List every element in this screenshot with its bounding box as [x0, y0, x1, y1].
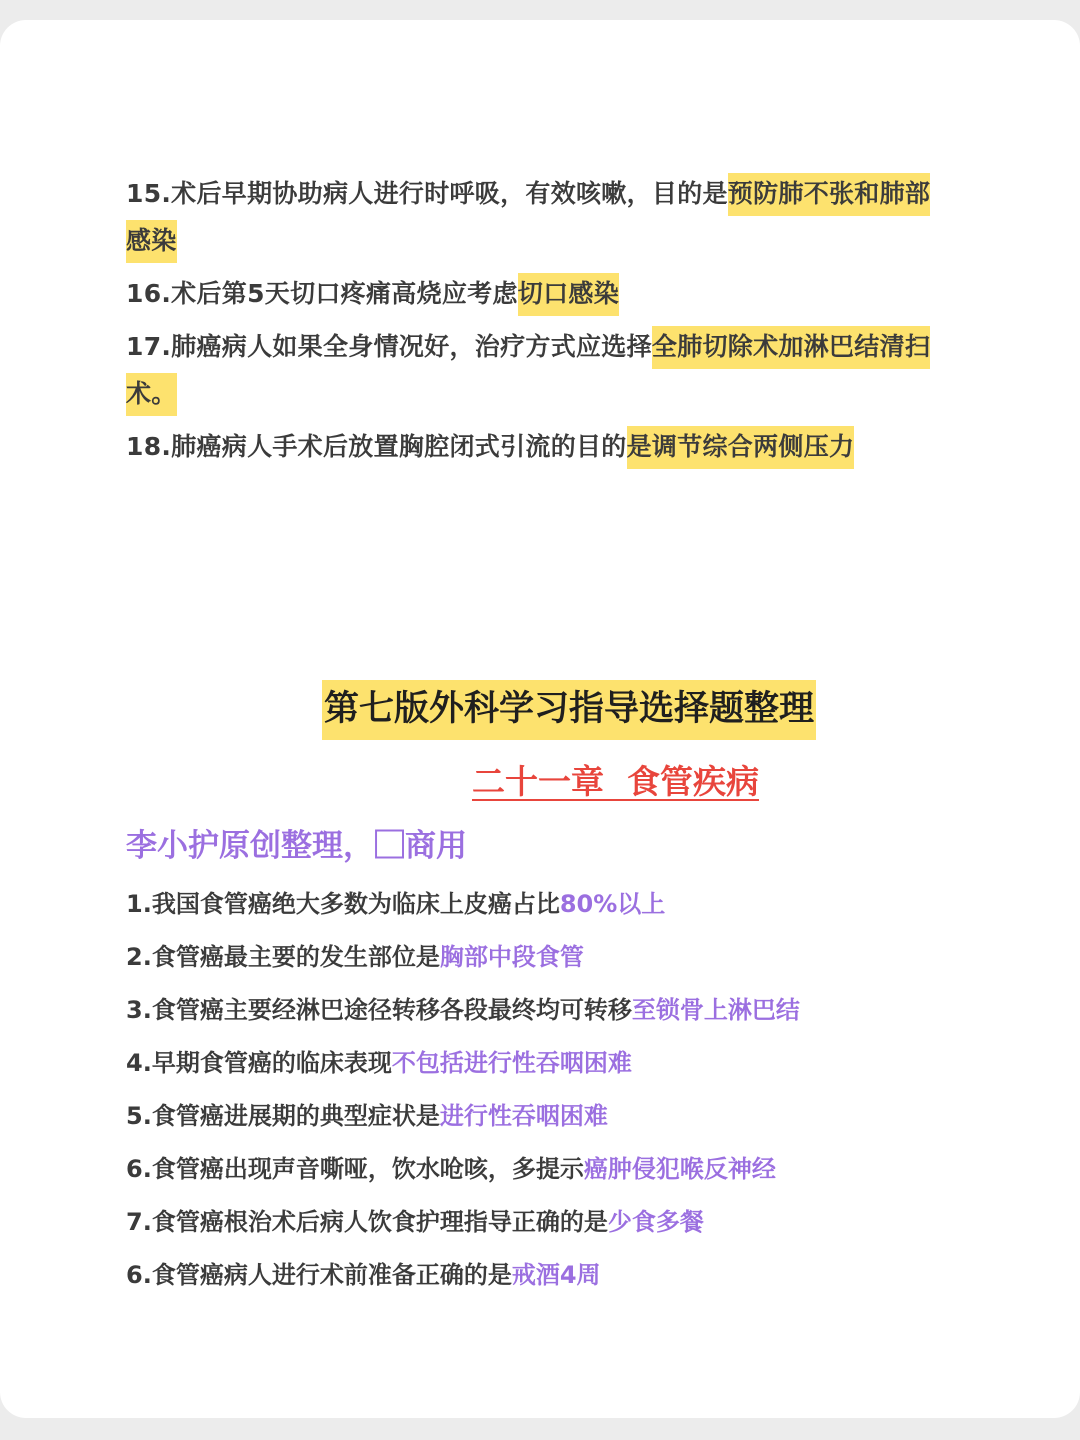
qa-answer: 进行性吞咽困难 — [439, 1102, 608, 1130]
section-title: 第七版外科学习指导选择题整理 — [322, 680, 816, 740]
qa-item — [126, 1041, 946, 1094]
note-text: 18.肺癌病人手术后放置胸腔闭式引流的目的 — [126, 432, 627, 461]
qa-question: 3.食管癌主要经淋巴途径转移各段最终均可转移 — [126, 996, 632, 1024]
qa-question: 6.食管癌病人进行术前准备正确的是 — [126, 1261, 512, 1289]
note-18 — [126, 423, 936, 470]
qa-question: 1.我国食管癌绝大多数为临床上皮癌占比 — [126, 890, 560, 918]
qa-item — [126, 1094, 946, 1147]
note-highlight: 切口感染 — [518, 273, 619, 316]
qa-question: 2.食管癌最主要的发生部位是 — [126, 943, 440, 971]
qa-answer: 癌肿侵犯喉反神经 — [583, 1155, 776, 1183]
note-highlight: 预防肺不张和肺部感染 — [126, 173, 930, 263]
qa-answer: 胸部中段食管 — [439, 943, 584, 971]
note-text: 17.肺癌病人如果全身情况好，治疗方式应选择 — [126, 332, 652, 361]
qa-question: 7.食管癌根治术后病人饮食护理指导正确的是 — [126, 1208, 608, 1236]
qa-item — [126, 1253, 946, 1306]
qa-item — [126, 1147, 946, 1200]
note-15 — [126, 170, 936, 264]
qa-item — [126, 935, 946, 988]
qa-answer: 80%以上 — [559, 890, 666, 918]
qa-question: 4.早期食管癌的临床表现 — [126, 1049, 392, 1077]
note-16 — [126, 270, 936, 317]
chapter-title: 二十一章 食管疾病 — [472, 762, 759, 801]
qa-question: 6.食管癌出现声音嘶哑，饮水呛咳，多提示 — [126, 1155, 584, 1183]
qa-answer: 至锁骨上淋巴结 — [631, 996, 800, 1024]
note-highlight: 全肺切除术加淋巴结清扫术。 — [126, 326, 930, 416]
note-text: 16.术后第5天切口疼痛高烧应考虑 — [126, 279, 518, 308]
qa-list — [126, 882, 946, 1306]
qa-item — [126, 988, 946, 1041]
top-notes — [126, 170, 936, 470]
qa-answer: 不包括进行性吞咽困难 — [391, 1049, 632, 1077]
page-card — [0, 20, 1080, 1418]
note-text: 15.术后早期协助病人进行时呼吸，有效咳嗽，目的是 — [126, 179, 728, 208]
qa-item — [126, 1200, 946, 1253]
section-title-wrap — [0, 680, 1080, 740]
qa-answer: 戒酒4周 — [511, 1261, 601, 1289]
note-highlight: 是调节综合两侧压力 — [627, 426, 855, 469]
author-note: 李小护原创整理，⃞商用 — [126, 828, 467, 864]
qa-question: 5.食管癌进展期的典型症状是 — [126, 1102, 440, 1130]
qa-item — [126, 882, 946, 935]
qa-answer: 少食多餐 — [607, 1208, 704, 1236]
note-17 — [126, 323, 936, 417]
